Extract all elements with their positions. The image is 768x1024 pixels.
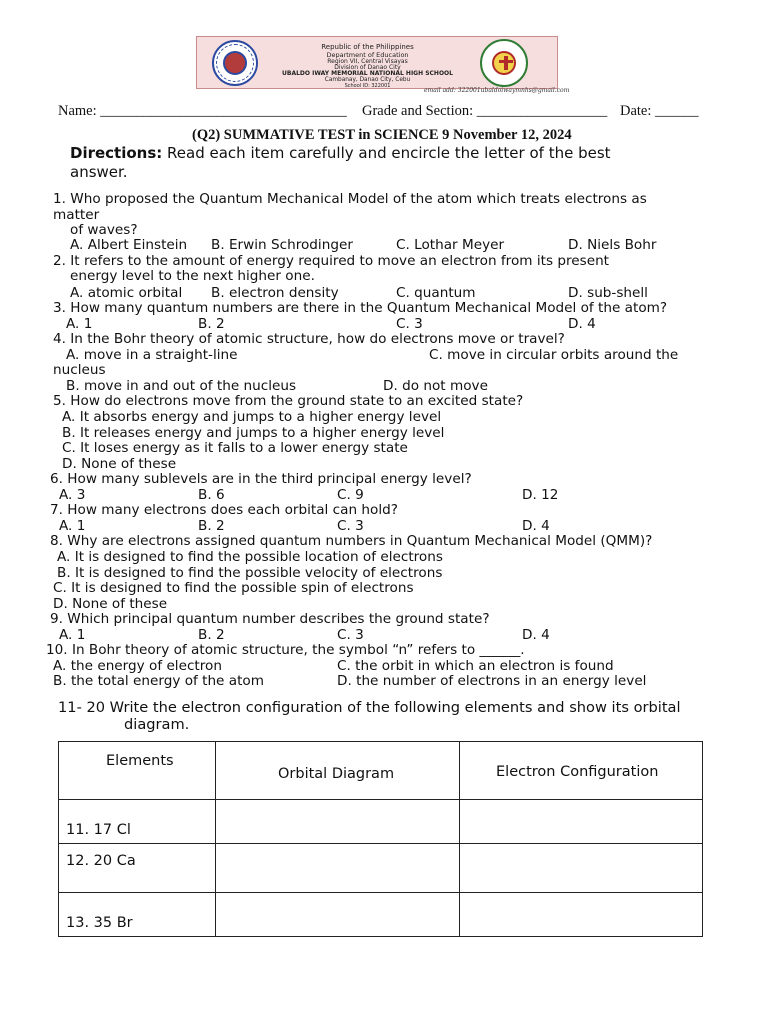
q7-option-c[interactable]: C. 3: [337, 518, 364, 534]
school-header-banner: [196, 36, 558, 89]
q3-option-c[interactable]: C. 3: [396, 316, 423, 332]
q2-option-c[interactable]: C. quantum: [396, 285, 476, 301]
header-republic: Republic of the Philippines: [321, 43, 414, 51]
q8-option-a[interactable]: A. It is designed to find the possible location of electrons: [57, 549, 443, 565]
q8-option-d[interactable]: D. None of these: [53, 596, 168, 612]
directions-text-cont: answer.: [70, 163, 128, 181]
q6-option-a[interactable]: A. 3: [59, 487, 86, 503]
q6-option-b[interactable]: B. 6: [198, 487, 225, 503]
q9-option-c[interactable]: C. 3: [337, 627, 364, 643]
q4-option-a[interactable]: A. move in a straight-line: [66, 347, 238, 363]
q3-option-b[interactable]: B. 2: [198, 316, 225, 332]
section2-instructions: 11- 20 Write the electron configuration of the following elements and show its orbital: [58, 699, 681, 716]
question-1-stem: 1. Who proposed the Quantum Mechanical Model of the atom which treats electrons as: [53, 191, 647, 207]
electron-config-cell[interactable]: [461, 801, 702, 842]
q7-option-d[interactable]: D. 4: [522, 518, 550, 534]
school-seal-logo: [480, 39, 528, 87]
question-2-stem: 2. It refers to the amount of energy required to move an electron from its present: [53, 253, 610, 269]
question-7-stem: 7. How many electrons does each orbital can hold?: [50, 502, 398, 518]
table-row-element: 11. 17 Cl: [66, 822, 131, 838]
q7-option-b[interactable]: B. 2: [198, 518, 225, 534]
header-email: email add: 322001ubaldoiwaymnhs@gmail.com: [424, 87, 570, 94]
orbital-diagram-cell[interactable]: [217, 845, 458, 891]
question-9-stem: 9. Which principal quantum number describes the ground state?: [50, 611, 490, 627]
table-header-electron-configuration: Electron Configuration: [496, 764, 659, 780]
header-address: Cambanay, Danao City, Cebu: [324, 77, 411, 83]
question-6-stem: 6. How many sublevels are in the third principal energy level?: [50, 471, 472, 487]
electron-config-table: [58, 741, 703, 937]
table-row-element: 12. 20 Ca: [66, 853, 136, 869]
q10-option-b[interactable]: B. the total energy of the atom: [53, 673, 264, 689]
q1-option-d[interactable]: D. Niels Bohr: [568, 237, 657, 253]
electron-config-cell[interactable]: [461, 845, 702, 891]
q1-option-b[interactable]: B. Erwin Schrodinger: [211, 237, 353, 253]
q10-option-c[interactable]: C. the orbit in which an electron is found: [337, 658, 614, 674]
table-header-orbital-diagram: Orbital Diagram: [278, 766, 395, 782]
q10-option-d[interactable]: D. the number of electrons in an energy level: [337, 673, 647, 689]
q4-option-d[interactable]: D. do not move: [383, 378, 488, 394]
q2-option-a[interactable]: A. atomic orbital: [70, 285, 183, 301]
header-department: Department of Education: [326, 51, 409, 59]
q9-option-b[interactable]: B. 2: [198, 627, 225, 643]
q4-option-c[interactable]: C. move in circular orbits around the: [429, 347, 679, 363]
q4-option-b[interactable]: B. move in and out of the nucleus: [66, 378, 297, 394]
q5-option-c[interactable]: C. It loses energy as it falls to a lower energy state: [62, 440, 408, 456]
q9-option-d[interactable]: D. 4: [522, 627, 550, 643]
orbital-diagram-cell[interactable]: [217, 894, 458, 936]
q2-option-d[interactable]: D. sub-shell: [568, 285, 648, 301]
q5-option-a[interactable]: A. It absorbs energy and jumps to a higher energy level: [62, 409, 442, 425]
q6-option-c[interactable]: C. 9: [337, 487, 364, 503]
header-school: UBALDO IWAY MEMORIAL NATIONAL HIGH SCHOOL: [282, 70, 453, 77]
orbital-diagram-cell[interactable]: [217, 801, 458, 842]
q7-option-a[interactable]: A. 1: [59, 518, 86, 534]
table-header-elements: Elements: [106, 753, 174, 769]
q9-option-a[interactable]: A. 1: [59, 627, 86, 643]
header-region: Region VII, Central Visayas: [327, 58, 408, 65]
q3-option-d[interactable]: D. 4: [568, 316, 596, 332]
deped-seal-logo: [212, 40, 258, 86]
q5-option-d[interactable]: D. None of these: [62, 456, 177, 472]
question-1-stem-cont2: of waves?: [70, 222, 138, 238]
name-field[interactable]: Name: __________________________________: [58, 103, 347, 119]
q5-option-b[interactable]: B. It releases energy and jumps to a higher energy level: [62, 425, 445, 441]
directions-text: Read each item carefully and encircle the letter of the best: [162, 144, 611, 162]
q3-option-a[interactable]: A. 1: [66, 316, 93, 332]
q1-option-c[interactable]: C. Lothar Meyer: [396, 237, 505, 253]
q10-option-a[interactable]: A. the energy of electron: [53, 658, 222, 674]
page-title: (Q2) SUMMATIVE TEST in SCIENCE 9 November 12, 2024: [192, 127, 572, 143]
question-8-stem: 8. Why are electrons assigned quantum numbers in Quantum Mechanical Model (QMM)?: [50, 533, 653, 549]
section2-instructions-cont: diagram.: [124, 716, 190, 733]
question-1-stem-cont: matter: [53, 207, 100, 223]
question-5-stem: 5. How do electrons move from the ground state to an excited state?: [53, 393, 524, 409]
q4-option-c-cont: nucleus: [53, 362, 106, 378]
electron-config-cell[interactable]: [461, 894, 702, 936]
table-row-element: 13. 35 Br: [66, 915, 133, 931]
directions-label: Directions:: [70, 144, 163, 162]
q2-option-b[interactable]: B. electron density: [211, 285, 339, 301]
q8-option-c[interactable]: C. It is designed to find the possible spin of electrons: [53, 580, 414, 596]
question-3-stem: 3. How many quantum numbers are there in the Quantum Mechanical Model of the atom?: [53, 300, 668, 316]
q1-option-a[interactable]: A. Albert Einstein: [70, 237, 188, 253]
directions: [70, 144, 611, 162]
date-field[interactable]: Date: ______: [620, 103, 699, 119]
header-division: Division of Danao City: [334, 64, 401, 71]
grade-section-field[interactable]: Grade and Section: __________________: [362, 103, 608, 119]
question-10-stem: 10. In Bohr theory of atomic structure, the symbol “n” refers to ______.: [46, 642, 525, 658]
q8-option-b[interactable]: B. It is designed to find the possible velocity of electrons: [57, 565, 443, 581]
q6-option-d[interactable]: D. 12: [522, 487, 559, 503]
question-2-stem-cont: energy level to the next higher one.: [70, 268, 315, 284]
header-school-id: School ID: 322001: [344, 83, 391, 89]
question-4-stem: 4. In the Bohr theory of atomic structure, how do electrons move or travel?: [53, 331, 565, 347]
